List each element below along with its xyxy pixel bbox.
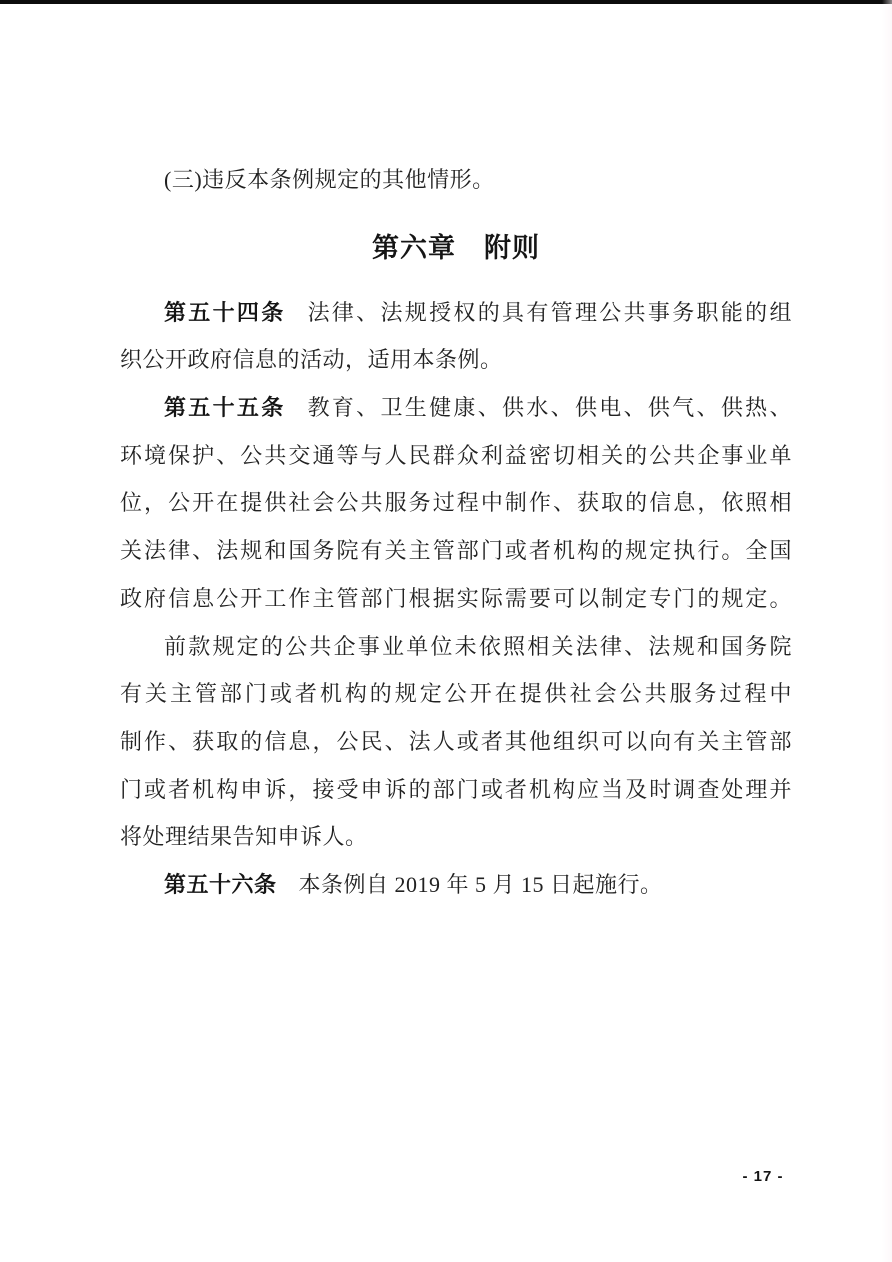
paragraph-2-line-1: 前款规定的公共企事业单位未依照相关法律、法规和国务院 — [164, 633, 792, 659]
article-55-paragraph-2 — [120, 623, 792, 861]
article-55-line-1 — [120, 384, 792, 432]
article-56-text: 本条例自 2019 年 5 月 15 日起施行。 — [298, 871, 663, 897]
scan-artifact-right-edge — [882, 0, 892, 1262]
article-54-number: 第五十四条 — [164, 299, 286, 325]
paragraph-2-line-3: 制作、获取的信息，公民、法人或者其他组织可以向有关主管部 — [120, 728, 792, 754]
article-56-number: 第五十六条 — [164, 871, 277, 897]
clause-item-3: (三)违反本条例规定的其他情形。 — [164, 167, 495, 192]
article-54-text: 法律、法规授权的具有管理公共事务职能的组 — [307, 299, 792, 325]
article-55-number: 第五十五条 — [164, 395, 286, 421]
article-56-line-1 — [120, 861, 792, 909]
document-body — [120, 4, 792, 909]
article-55-line-2: 环境保护、公共交通等与人民群众利益密切相关的公共企事业单 — [120, 442, 792, 468]
paragraph-2-line-2: 有关主管部门或者机构的规定公开在提供社会公共服务过程中 — [120, 681, 792, 707]
article-55-line-5: 政府信息公开工作主管部门根据实际需要可以制定专门的规定。 — [120, 585, 792, 611]
paragraph-2-line-5: 将处理结果告知申诉人。 — [120, 824, 368, 850]
page-number: - 17 - — [742, 1168, 784, 1185]
article-56 — [120, 861, 792, 909]
article-55 — [120, 384, 792, 622]
article-54-line-2: 织公开政府信息的活动，适用本条例。 — [120, 347, 503, 373]
article-55-line-3: 位，公开在提供社会公共服务过程中制作、获取的信息，依照相 — [120, 490, 792, 516]
paragraph-2-line-4: 门或者机构申诉，接受申诉的部门或者机构应当及时调查处理并 — [120, 776, 792, 802]
article-55-text: 教育、卫生健康、供水、供电、供气、供热、 — [307, 395, 792, 421]
article-54 — [120, 289, 792, 384]
chapter-heading: 第六章 附则 — [372, 232, 540, 263]
article-54-line-1 — [120, 289, 792, 337]
article-55-line-4: 关法律、法规和国务院有关主管部门或者机构的规定执行。全国 — [120, 538, 792, 564]
